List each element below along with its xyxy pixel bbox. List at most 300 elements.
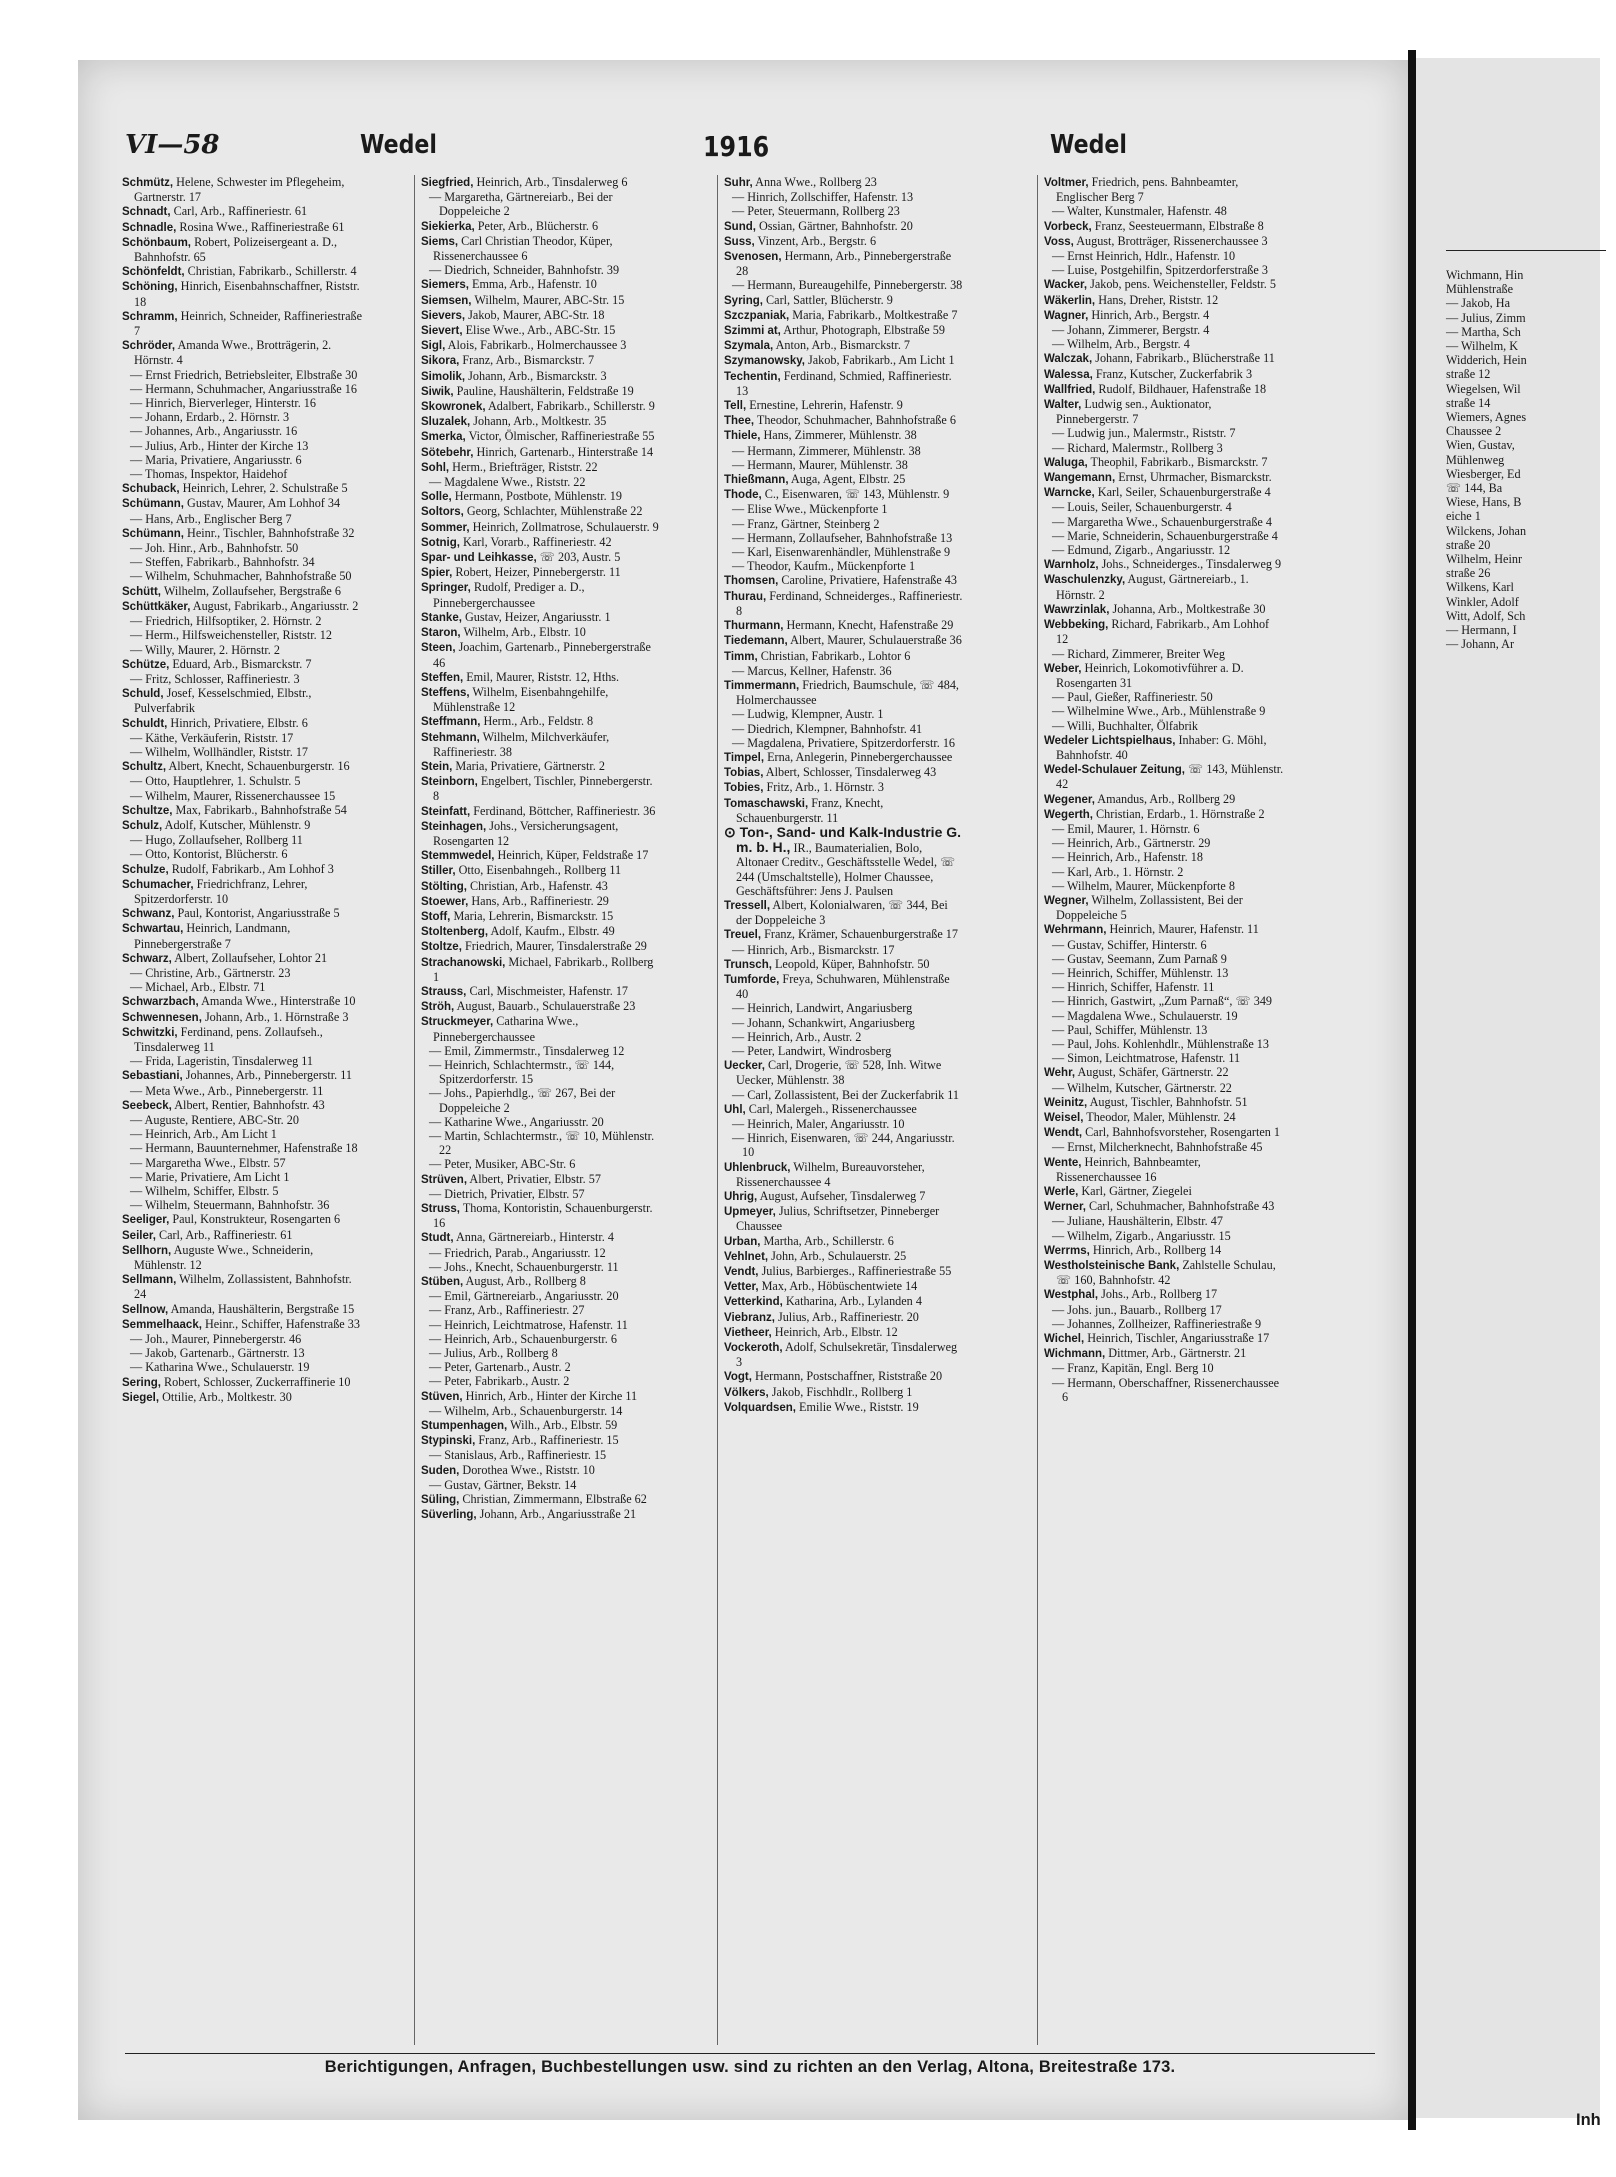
entry-details: Michael, Fabrikarb., Rollberg 1	[433, 954, 654, 984]
directory-entry	[421, 414, 661, 429]
directory-entry	[421, 353, 661, 368]
directory-entry	[421, 1318, 661, 1332]
adjacent-entry-fragment: Wilhelm, Heinr	[1446, 552, 1522, 567]
directory-entry	[1044, 1214, 1284, 1228]
directory-entry	[1044, 1229, 1284, 1243]
entry-surname: Thomsen,	[724, 575, 779, 588]
directory-entry	[724, 487, 964, 502]
entry-details: — Johs. jun., Bauarb., Rollberg 17	[1052, 1302, 1222, 1317]
entry-details: — Friedrich, Hilfsoptiker, 2. Hörnstr. 2	[130, 614, 322, 629]
entry-surname: Timmermann,	[724, 679, 800, 692]
entry-details: — Magdalene Wwe., Riststr. 22	[429, 475, 586, 490]
entry-surname: Schönbaum,	[122, 236, 192, 249]
adjacent-entry-fragment: straße 26	[1446, 566, 1491, 581]
directory-entry	[122, 1156, 362, 1170]
entry-details: Johs., Versicherungsagent, Rosengarten 12	[433, 818, 619, 848]
entry-details: Franz, Arb., Raffineriestr. 15	[478, 1433, 619, 1448]
directory-entry	[1044, 994, 1284, 1008]
directory-entry	[122, 818, 362, 833]
entry-surname: Stüven,	[421, 1390, 463, 1403]
entry-details: Heinrich, Arb., Elbstr. 12	[774, 1324, 898, 1339]
entry-surname: Sigl,	[421, 340, 446, 353]
entry-surname: Schnadle,	[122, 221, 177, 234]
entry-surname: Weisel,	[1044, 1112, 1084, 1124]
entry-details: Catharina Wwe., Pinnebergerchaussee	[433, 1014, 579, 1044]
entry-details: Ernst, Uhrmacher, Bismarckstr.	[1118, 470, 1272, 485]
directory-entry	[724, 649, 964, 664]
adjacent-entry-fragment: Wilckens, Johan	[1446, 523, 1527, 538]
adjacent-entry-fragment: Wiese, Hans, B	[1446, 495, 1522, 510]
entry-surname: Wangemann,	[1044, 472, 1116, 485]
entry-details: Ottilie, Arb., Moltkestr. 30	[162, 1389, 292, 1404]
entry-details: — Johannes, Arb., Angariusstr. 16	[130, 424, 298, 439]
entry-details: Joachim, Gartenarb., Pinnebergerstraße 46	[433, 640, 651, 670]
entry-details: August, Tischler, Bahnhofstr. 51	[1089, 1094, 1248, 1109]
adjacent-header-rule	[1446, 250, 1606, 251]
directory-entry	[724, 545, 964, 559]
entry-details: Robert, Polizeisergeant a. D., Bahnhofstr. 65	[134, 234, 338, 265]
directory-entry	[421, 759, 661, 774]
directory-entry	[724, 444, 964, 458]
entry-details: Heinrich, Maurer, Hafenstr. 11	[1109, 922, 1259, 937]
entry-details: Amanda Wwe., Hinterstraße 10	[201, 994, 356, 1009]
entry-details: Heinr., Schiffer, Hafenstraße 33	[204, 1316, 360, 1331]
directory-entry	[122, 862, 362, 877]
adjacent-entry-fragment: — Jakob, Ha	[1446, 296, 1510, 311]
directory-entry	[122, 541, 362, 555]
entry-details: — Juliane, Haushälterin, Elbstr. 47	[1052, 1214, 1223, 1229]
entry-details: — Marcus, Kellner, Hafenstr. 36	[732, 663, 892, 678]
entry-details: Hans, Zimmerer, Mühlenstr. 38	[763, 428, 917, 443]
directory-entry	[421, 489, 661, 504]
entry-details: John, Arb., Schulauerstr. 25	[771, 1248, 907, 1263]
directory-entry	[1044, 234, 1284, 249]
entry-details: Pauline, Haushälterin, Feldstraße 19	[456, 383, 634, 398]
entry-details: Heinrich, Bahnbeamter, Rissenerchaussee 16	[1056, 1154, 1201, 1184]
entry-surname: Wegerth,	[1044, 808, 1093, 821]
entry-surname: Vockeroth,	[724, 1342, 783, 1355]
entry-surname: Stoltenberg,	[421, 926, 489, 939]
entry-surname: Siemsen,	[421, 294, 472, 307]
entry-details: Heinrich, Lokomotivführer a. D. Rosengarten 31	[1056, 660, 1244, 690]
entry-details: Wilhelm, Arb., Elbstr. 10	[463, 625, 586, 640]
directory-entry	[1044, 529, 1284, 543]
entry-surname: Sotnig,	[421, 536, 460, 549]
column-1	[122, 175, 362, 2045]
entry-surname: Schüttkäker,	[122, 600, 191, 613]
directory-entry	[421, 640, 661, 669]
directory-entry	[122, 496, 362, 511]
directory-entry	[1044, 1331, 1284, 1346]
entry-surname: Szymanowsky,	[724, 355, 805, 368]
directory-entry	[421, 1478, 661, 1492]
entry-details: — Carl, Zollassistent, Bei der Zuckerfabrik 11	[732, 1087, 959, 1102]
directory-entry	[421, 774, 661, 803]
directory-entry	[122, 453, 362, 467]
directory-entry	[1044, 922, 1284, 937]
entry-surname: Ströh,	[421, 1001, 455, 1014]
entry-details: Herm., Briefträger, Riststr. 22	[452, 459, 598, 474]
entry-details: — Hinrich, Eisenwaren, ☏ 244, Angariusstr. 10	[732, 1131, 955, 1160]
entry-details: — Christine, Arb., Gärtnerstr. 23	[130, 965, 291, 980]
directory-entry	[724, 898, 964, 927]
entry-surname: Thiele,	[724, 430, 761, 443]
entry-details: — Gustav, Schiffer, Hinterstr. 6	[1052, 937, 1207, 952]
directory-entry	[421, 1129, 661, 1157]
entry-surname: Sommer,	[421, 521, 470, 534]
adjacent-entry-fragment: Wien, Gustav,	[1446, 438, 1515, 453]
entry-details: Carl Christian Theodor, Küper, Rissenerchaussee 6	[433, 233, 613, 264]
entry-details: Ferdinand, Schneiderges., Raffineriestr. 8	[736, 588, 963, 618]
directory-entry	[724, 293, 964, 308]
directory-entry	[724, 1102, 964, 1117]
directory-entry	[421, 999, 661, 1014]
entry-details: Carl, Bahnhofsvorsteher, Rosengarten 1	[1085, 1125, 1280, 1140]
directory-entry	[1044, 500, 1284, 514]
entry-details: — Michael, Arb., Elbstr. 71	[130, 980, 266, 995]
entry-surname: Sievert,	[421, 325, 463, 338]
directory-entry	[421, 714, 661, 729]
entry-details: Theophil, Fabrikarb., Bismarckstr. 7	[1090, 454, 1268, 469]
entry-surname: Walessa,	[1044, 368, 1093, 381]
entry-surname: Völkers,	[724, 1386, 769, 1399]
entry-details: — Paul, Schiffer, Mühlenstr. 13	[1052, 1022, 1208, 1037]
adjacent-entry-fragment: Widderich, Hein	[1446, 353, 1527, 368]
directory-entry	[421, 293, 661, 308]
entry-details: Christian, Fabrikarb., Lohtor 6	[760, 648, 911, 663]
directory-entry	[421, 565, 661, 580]
entry-details: — Peter, Musiker, ABC-Str. 6	[429, 1157, 576, 1172]
entry-surname: Wente,	[1044, 1156, 1082, 1169]
directory-entry	[1044, 1065, 1284, 1080]
entry-details: Christian, Arb., Hafenstr. 43	[470, 878, 608, 893]
entry-details: — Wilhelm, Schiffer, Elbstr. 5	[130, 1184, 279, 1199]
directory-entry	[421, 1246, 661, 1260]
entry-details: Hans, Dreher, Riststr. 12	[1098, 292, 1219, 307]
entry-details: — Heinrich, Landwirt, Angariusberg	[732, 1001, 913, 1016]
directory-entry	[724, 234, 964, 249]
entry-details: Ludwig sen., Auktionator, Pinnebergerstr. 7	[1056, 397, 1212, 427]
entry-details: — Johs., Papierhdlg., ☏ 267, Bei der Doppeleiche 2	[429, 1086, 616, 1115]
entry-details: — Wilhelm, Maurer, Rissenerchaussee 15	[130, 788, 336, 803]
entry-surname: Steinfatt,	[421, 805, 471, 818]
entry-surname: Vietheer,	[724, 1326, 772, 1339]
entry-details: Wilhelm, Zollassistent, Bahnhofstr. 24	[134, 1272, 352, 1302]
entry-surname: Solle,	[421, 491, 452, 504]
directory-entry	[724, 249, 964, 278]
entry-surname: Steffen,	[421, 671, 464, 684]
entry-details: — Simon, Leichtmatrose, Hafenstr. 11	[1052, 1051, 1241, 1066]
entry-surname: Schuld,	[122, 688, 164, 701]
directory-entry	[1044, 690, 1284, 704]
entry-surname: Uhlenbruck,	[724, 1161, 791, 1174]
directory-entry	[724, 472, 964, 487]
entry-details: — Hinrich, Gastwirt, „Zum Parnaß“, ☏ 349	[1052, 994, 1273, 1009]
entry-details: Emil, Maurer, Riststr. 12, Hths.	[466, 669, 620, 684]
entry-details: Albert, Maurer, Schulauerstraße 36	[790, 633, 962, 648]
entry-details: IR., Baumaterialien, Bolo, Altonaer Creditv., Geschäftsstelle Wedel, ☏ 244 (Umschaltstelle), Holmer Chaussee, Geschäftsführer: Jens J. Paulsen	[736, 841, 956, 898]
adjacent-page	[1416, 58, 1601, 2129]
entry-surname: Schulze,	[122, 863, 169, 876]
entry-details: C., Eisenwaren, ☏ 143, Mühlenstr. 9	[764, 487, 950, 502]
entry-details: Josef, Kesselschmied, Elbstr., Pulverfabrik	[134, 686, 312, 716]
entry-surname: Volquardsen,	[724, 1401, 796, 1414]
entry-details: Karl, Vorarb., Raffineriestr. 42	[463, 534, 612, 549]
entry-details: — Diedrich, Schneider, Bahnhofstr. 39	[429, 263, 620, 278]
entry-details: — Richard, Zimmerer, Breiter Weg	[1052, 646, 1225, 661]
directory-entry	[724, 1234, 964, 1249]
directory-entry	[421, 848, 661, 863]
directory-entry	[122, 657, 362, 672]
entry-details: — Emil, Maurer, 1. Hörnstr. 6	[1052, 821, 1200, 836]
directory-entry	[122, 481, 362, 496]
entry-surname: Tobies,	[724, 782, 764, 795]
entry-details: — Martin, Schlachtermstr., ☏ 10, Mühlenstr. 22	[429, 1129, 655, 1158]
directory-entry	[724, 1058, 964, 1087]
entry-details: — Johs., Knecht, Schauenburgerstr. 11	[429, 1259, 619, 1274]
directory-entry	[421, 1418, 661, 1433]
entry-surname: Thießmann,	[724, 474, 789, 487]
entry-details: Elise Wwe., Arb., ABC-Str. 15	[465, 323, 616, 338]
directory-entry	[122, 1346, 362, 1360]
entry-surname: Uhl,	[724, 1103, 746, 1116]
directory-entry	[724, 278, 964, 292]
entry-surname: Techentin,	[724, 370, 781, 383]
directory-entry	[724, 1189, 964, 1204]
entry-surname: Stanke,	[421, 611, 462, 624]
entry-details: Jakob, Maurer, ABC-Str. 18	[468, 307, 605, 322]
entry-details: Hermann, Postschaffner, Riststraße 20	[754, 1369, 943, 1384]
entry-details: — Hermann, Bureaugehilfe, Pinnebergerstr. 38	[732, 278, 963, 293]
entry-details: August, Fabrikarb., Angariusstr. 2	[192, 598, 359, 613]
entry-surname: Viebranz,	[724, 1311, 775, 1324]
directory-entry	[1044, 293, 1284, 308]
entry-details: — Diedrich, Klempner, Bahnhofstr. 41	[732, 721, 923, 736]
entry-surname: Semmelhaack,	[122, 1318, 202, 1331]
entry-surname: Schultze,	[122, 804, 173, 817]
entry-surname: Suden,	[421, 1464, 460, 1477]
entry-details: — Hans, Arb., Englischer Berg 7	[130, 511, 292, 526]
directory-entry	[421, 460, 661, 475]
directory-entry	[421, 670, 661, 685]
directory-entry	[421, 1157, 661, 1171]
entry-surname: Webbeking,	[1044, 619, 1109, 632]
entry-details: — Frida, Lageristin, Tinsdalerweg 11	[130, 1054, 314, 1069]
directory-entry	[122, 1025, 362, 1054]
directory-entry	[1044, 441, 1284, 455]
entry-surname: Stoff,	[421, 910, 451, 923]
entry-details: — Julius, Arb., Rollberg 8	[429, 1346, 558, 1361]
entry-details: Christian, Zimmermann, Elbstraße 62	[462, 1492, 647, 1507]
entry-details: — Johann, Erdarb., 2. Hörnstr. 3	[130, 410, 290, 425]
directory-entry	[1044, 647, 1284, 661]
directory-entry	[122, 614, 362, 628]
entry-details: — Heinrich, Schiffer, Mühlenstr. 13	[1052, 965, 1229, 980]
entry-details: — Hermann, Zimmerer, Mühlenstr. 38	[732, 443, 921, 458]
entry-details: Wilhelm, Maurer, ABC-Str. 15	[474, 292, 625, 307]
entry-details: — Ernst Friedrich, Betriebsleiter, Elbstraße 30	[130, 367, 358, 382]
directory-entry	[1044, 1125, 1284, 1140]
directory-entry	[122, 686, 362, 715]
entry-details: Hermann, Knecht, Hafenstraße 29	[786, 618, 954, 633]
entry-details: — Franz, Arb., Raffineriestr. 27	[429, 1303, 585, 1318]
entry-surname: Strachanowski,	[421, 956, 506, 969]
directory-entry	[724, 204, 964, 218]
entry-surname: Siems,	[421, 235, 459, 248]
entry-details: — Thomas, Inspektor, Haidehof	[130, 467, 288, 482]
entry-details: August, Aufseher, Tinsdalerweg 7	[759, 1189, 926, 1204]
directory-entry	[421, 1172, 661, 1187]
directory-entry	[724, 338, 964, 353]
entry-surname: Vorbeck,	[1044, 220, 1092, 233]
entry-surname: Szczpaniak,	[724, 309, 790, 322]
entry-details: Adolf, Schulsekretär, Tinsdalerweg 3	[736, 1340, 958, 1370]
entry-details: Ernestine, Lehrerin, Hafenstr. 9	[749, 398, 903, 413]
entry-surname: Schümann,	[122, 527, 184, 540]
directory-entry	[421, 1404, 661, 1418]
entry-details: ☏ 203, Austr. 5	[539, 550, 621, 565]
entry-surname: Schuback,	[122, 483, 180, 496]
entry-surname: Spier,	[421, 567, 453, 580]
entry-details: — Franz, Gärtner, Steinberg 2	[732, 516, 880, 531]
directory-entry	[421, 1201, 661, 1230]
entry-details: Karl, Seiler, Schauenburgerstraße 4	[1097, 485, 1271, 500]
directory-entry	[1044, 952, 1284, 966]
directory-entry	[421, 219, 661, 234]
directory-entry	[724, 323, 964, 338]
directory-entry	[1044, 966, 1284, 980]
entry-details: Carl, Drogerie, ☏ 528, Inh. Witwe Uecker, Mühlenstr. 38	[736, 1058, 942, 1088]
entry-surname: ⊙ Ton-, Sand- und Kalk-Industrie G. m. b. H.,	[724, 823, 962, 856]
directory-entry	[1044, 1110, 1284, 1125]
entry-details: August, Bauarb., Schulauerstraße 23	[456, 999, 636, 1014]
entry-details: Friedrich, Maurer, Tinsdalerstraße 29	[464, 939, 647, 954]
directory-entry	[421, 1289, 661, 1303]
entry-surname: Siekierka,	[421, 220, 475, 233]
entry-surname: Sohl,	[421, 461, 450, 474]
entry-details: Johann, Arb., Angariusstraße 21	[479, 1507, 637, 1522]
entry-details: Heinrich, Arb., Tinsdalerweg 6	[476, 175, 628, 189]
entry-details: — Hinrich, Schiffer, Hafenstr. 11	[1052, 980, 1215, 995]
adjacent-page-footer: Inh	[1576, 2111, 1601, 2129]
entry-details: — Heinrich, Leichtmatrose, Hafenstr. 11	[429, 1317, 628, 1332]
entry-surname: Schönfeldt,	[122, 266, 185, 279]
entry-surname: Steffens,	[421, 686, 470, 699]
directory-entry	[122, 424, 362, 438]
entry-details: — Hermann, Schuhmacher, Angariusstraße 16	[130, 381, 357, 396]
entry-details: Wilhelm, Zollaufseher, Bergstraße 6	[163, 583, 341, 598]
directory-entry	[724, 573, 964, 588]
directory-entry	[122, 951, 362, 966]
entry-surname: Schwitzki,	[122, 1026, 178, 1039]
entry-details: Dorothea Wwe., Riststr. 10	[462, 1462, 595, 1477]
entry-details: Paul, Konstrukteur, Rosengarten 6	[172, 1212, 341, 1227]
page-number: VI—58	[125, 130, 220, 160]
entry-details: — Joh. Hinr., Arb., Bahnhofstr. 50	[130, 541, 299, 556]
entry-details: Herm., Arb., Feldstr. 8	[483, 714, 594, 729]
directory-entry	[1044, 1009, 1284, 1023]
directory-entry	[724, 353, 964, 368]
entry-details: — Ernst Heinrich, Hdlr., Hafenstr. 10	[1052, 249, 1236, 264]
entry-details: — Fritz, Schlosser, Raffineriestr. 3	[130, 671, 300, 686]
entry-surname: Wacker,	[1044, 279, 1088, 292]
directory-entry	[421, 625, 661, 640]
entry-surname: Simolik,	[421, 370, 466, 383]
entry-surname: Schwanz,	[122, 908, 175, 921]
directory-entry	[122, 1184, 362, 1198]
entry-details: Paul, Kontorist, Angariusstraße 5	[177, 906, 340, 921]
directory-entry	[122, 1098, 362, 1113]
directory-entry	[1044, 323, 1284, 337]
entry-surname: Stoewer,	[421, 895, 469, 908]
entry-details: — Hinrich, Arb., Bismarckstr. 17	[732, 942, 895, 957]
entry-details: August, Gärtnereiarb., 1. Hörnstr. 2	[1056, 572, 1249, 602]
directory-entry	[1044, 1095, 1284, 1110]
adjacent-entry-fragment: Wilkens, Karl	[1446, 580, 1514, 595]
directory-entry	[724, 765, 964, 780]
entry-surname: Skowronek,	[421, 401, 486, 414]
directory-entry	[122, 672, 362, 686]
entry-surname: Thurmann,	[724, 620, 784, 633]
directory-entry	[421, 175, 661, 190]
entry-surname: Strauss,	[421, 985, 467, 998]
entry-details: Amanda Wwe., Brotträgerin, 2. Hörnstr. 4	[134, 338, 332, 368]
directory-entry	[421, 1463, 661, 1478]
entry-details: August, Schäfer, Gärtnerstr. 22	[1077, 1065, 1229, 1080]
entry-details: — Stanislaus, Arb., Raffineriestr. 15	[429, 1448, 607, 1463]
directory-entry	[724, 428, 964, 443]
directory-entry	[724, 707, 964, 721]
entry-details: — Otto, Hauptlehrer, 1. Schulstr. 5	[130, 774, 301, 789]
directory-entry	[421, 804, 661, 819]
directory-entry	[1044, 572, 1284, 601]
directory-entry	[122, 921, 362, 950]
entry-details: Auguste Wwe., Schneiderin, Mühlenstr. 12	[134, 1242, 314, 1273]
place-name-left: Wedel	[360, 130, 437, 160]
entry-details: Wilh., Arb., Elbstr. 59	[510, 1418, 618, 1433]
entry-details: — Maria, Privatiere, Angariusstr. 6	[130, 452, 302, 467]
entry-surname: Steinhagen,	[421, 820, 487, 833]
directory-entry	[1044, 426, 1284, 440]
directory-entry	[724, 1385, 964, 1400]
entry-surname: Schuldt,	[122, 717, 168, 730]
directory-entry	[122, 264, 362, 279]
entry-surname: Springer,	[421, 582, 471, 595]
entry-surname: Seebeck,	[122, 1099, 172, 1112]
entry-details: Johs., Arb., Rollberg 17	[1101, 1287, 1218, 1302]
entry-details: — Paul, Gießer, Raffineriestr. 50	[1052, 690, 1213, 705]
directory-entry	[421, 535, 661, 550]
entry-details: — Wilhelmine Wwe., Arb., Mühlenstraße 9	[1052, 704, 1266, 719]
entry-details: Rosina Wwe., Raffineriestraße 61	[179, 219, 345, 234]
directory-entry	[122, 745, 362, 759]
entry-surname: Wegner,	[1044, 894, 1089, 907]
entry-details: Peter, Arb., Blücherstr. 6	[477, 218, 599, 233]
directory-entry	[1044, 337, 1284, 351]
entry-details: Wilhelm, Zollassistent, Bei der Doppeleiche 5	[1056, 892, 1243, 923]
directory-entry	[1044, 557, 1284, 572]
adjacent-page-column	[1446, 268, 1616, 651]
adjacent-entry-fragment: ☏ 144, Ba	[1446, 481, 1503, 496]
entry-details: Theodor, Schuhmacher, Bahnhofstraße 6	[756, 413, 956, 428]
entry-surname: Werle,	[1044, 1186, 1079, 1199]
entry-details: — Hermann, Oberschaffner, Rissenerchaussee 6	[1052, 1375, 1280, 1404]
directory-entry	[1044, 1184, 1284, 1199]
entry-details: Wilhelm, Milchverkäufer, Raffineriestr. 38	[433, 729, 610, 759]
directory-entry	[122, 966, 362, 980]
entry-details: Friedrich, pens. Bahnbeamter, Englischer Berg 7	[1056, 175, 1239, 205]
entry-details: Carl, Malergeh., Rissenerchaussee	[748, 1101, 917, 1116]
